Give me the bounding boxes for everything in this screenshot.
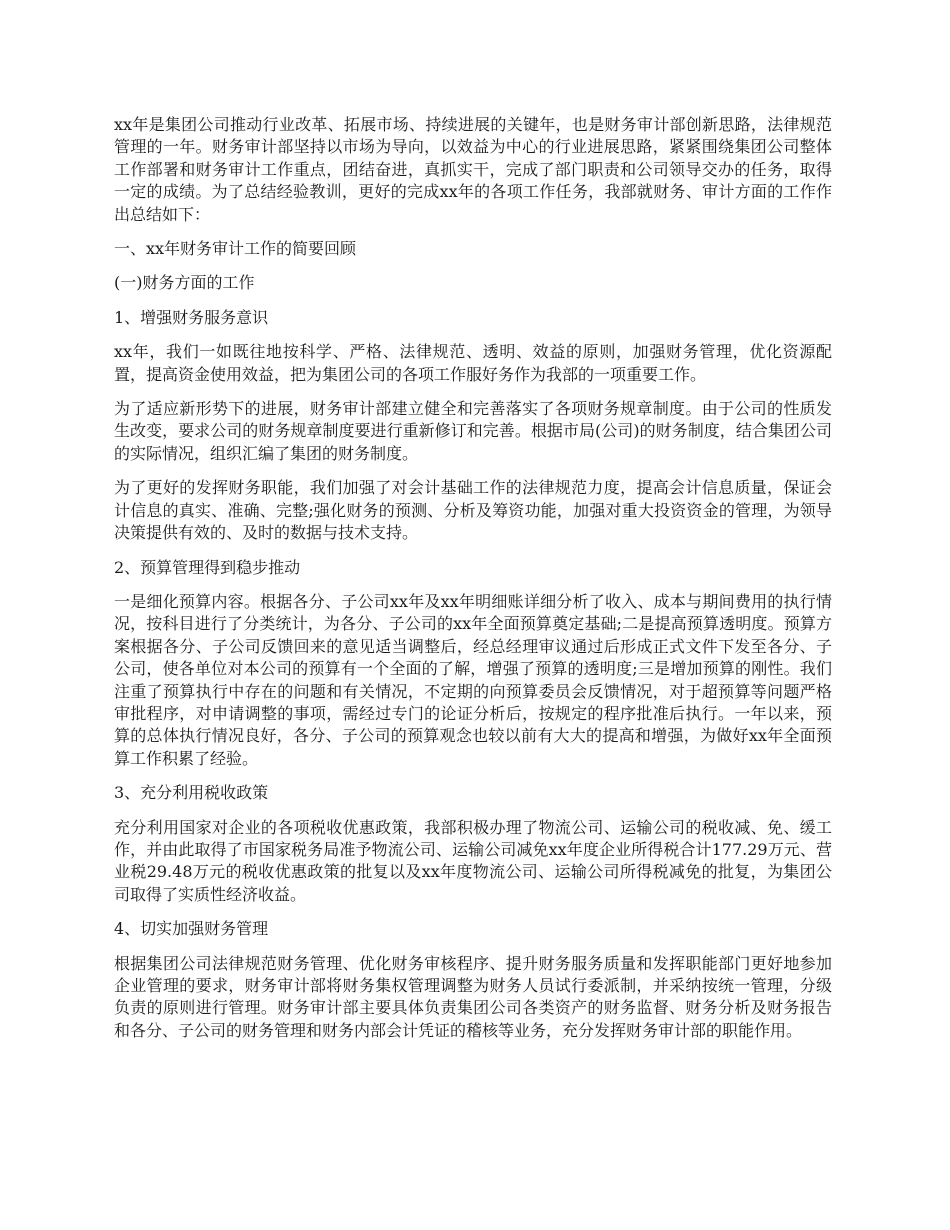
body-paragraph: 一是细化预算内容。根据各分、子公司xx年及xx年明细账详细分析了收入、成本与期间费用的执行情况，按科目进行了分类统计，为各分、子公司的xx年全面预算奠定基础;二是提高预算透明度。预算方案根据各分、子公司反馈回来的意见适当调整后，经总经理审议通过后形成正式文件下发至各分、子公司，使各单位对本公司的预算有一个全面的了解，增强了预算的透明度;三是增加预算的刚性。我们注重了预算执行中存在的问题和有关情况，不定期的向预算委员会反馈情况，对于超预算等问题严格审批程序，对申请调整的事项，需经过专门的论证分析后，按规定的程序批准后执行。一年以来，预算的总体执行情况良好，各分、子公司的预算观念也较以前有大大的提高和增强，为做好xx年全面预算工作积累了经验。	[114, 591, 832, 768]
body-paragraph: 充分利用国家对企业的各项税收优惠政策，我部积极办理了物流公司、运输公司的税收减、免、缓工作，并由此取得了市国家税务局准予物流公司、运输公司减免xx年度企业所得税合计177.29万元、营业税29.48万元的税收优惠政策的批复以及xx年度物流公司、运输公司所得税减免的批复，为集团公司取得了实质性经济收益。	[114, 817, 832, 904]
item-heading-budget: 2、预算管理得到稳步推动	[114, 557, 301, 577]
body-paragraph: 根据集团公司法律规范财务管理、优化财务审核程序、提升财务服务质量和发挥职能部门更好地参加企业管理的要求，财务审计部将财务集权管理调整为财务人员试行委派制，并采纳按统一管理，分级负责的原则进行管理。财务审计部主要具体负责集团公司各类资产的财务监督、财务分析及财务报告和各分、子公司的财务管理和财务内部会计凭证的稽核等业务，充分发挥财务审计部的职能作用。	[114, 953, 832, 1040]
body-paragraph: 为了适应新形势下的进展，财务审计部建立健全和完善落实了各项财务规章制度。由于公司的性质发生改变，要求公司的财务规章制度要进行重新修订和完善。根据市局(公司)的财务制度，结合集团公司的实际情况，组织汇编了集团的财务制度。	[114, 399, 832, 463]
subsection-heading-finance: (一)财务方面的工作	[114, 273, 255, 293]
item-heading-service-awareness: 1、增强财务服务意识	[114, 307, 269, 327]
section-heading-review: 一、xx年财务审计工作的简要回顾	[114, 239, 357, 259]
item-heading-finance-management: 4、切实加强财务管理	[114, 919, 269, 939]
intro-paragraph: xx年是集团公司推动行业改革、拓展市场、持续进展的关键年，也是财务审计部创新思路，法律规范管理的一年。财务审计部坚持以市场为导向，以效益为中心的行业进展思路，紧紧围绕集团公司整体工作部署和财务审计工作重点，团结奋进，真抓实干，完成了部门职责和公司领导交办的任务，取得一定的成绩。为了总结经验教训，更好的完成xx年的各项工作任务，我部就财务、审计方面的工作作出总结如下：	[114, 115, 832, 224]
body-paragraph: xx年，我们一如既往地按科学、严格、法律规范、透明、效益的原则，加强财务管理，优化资源配置，提高资金使用效益，把为集团公司的各项工作服好务作为我部的一项重要工作。	[114, 342, 832, 384]
item-heading-tax-policy: 3、充分利用税收政策	[114, 783, 269, 803]
document-page	[114, 114, 832, 1054]
body-paragraph: 为了更好的发挥财务职能，我们加强了对会计基础工作的法律规范力度，提高会计信息质量，保证会计信息的真实、准确、完整;强化财务的预测、分析及筹资功能，加强对重大投资资金的管理，为领导决策提供有效的、及时的数据与技术支持。	[114, 478, 832, 543]
